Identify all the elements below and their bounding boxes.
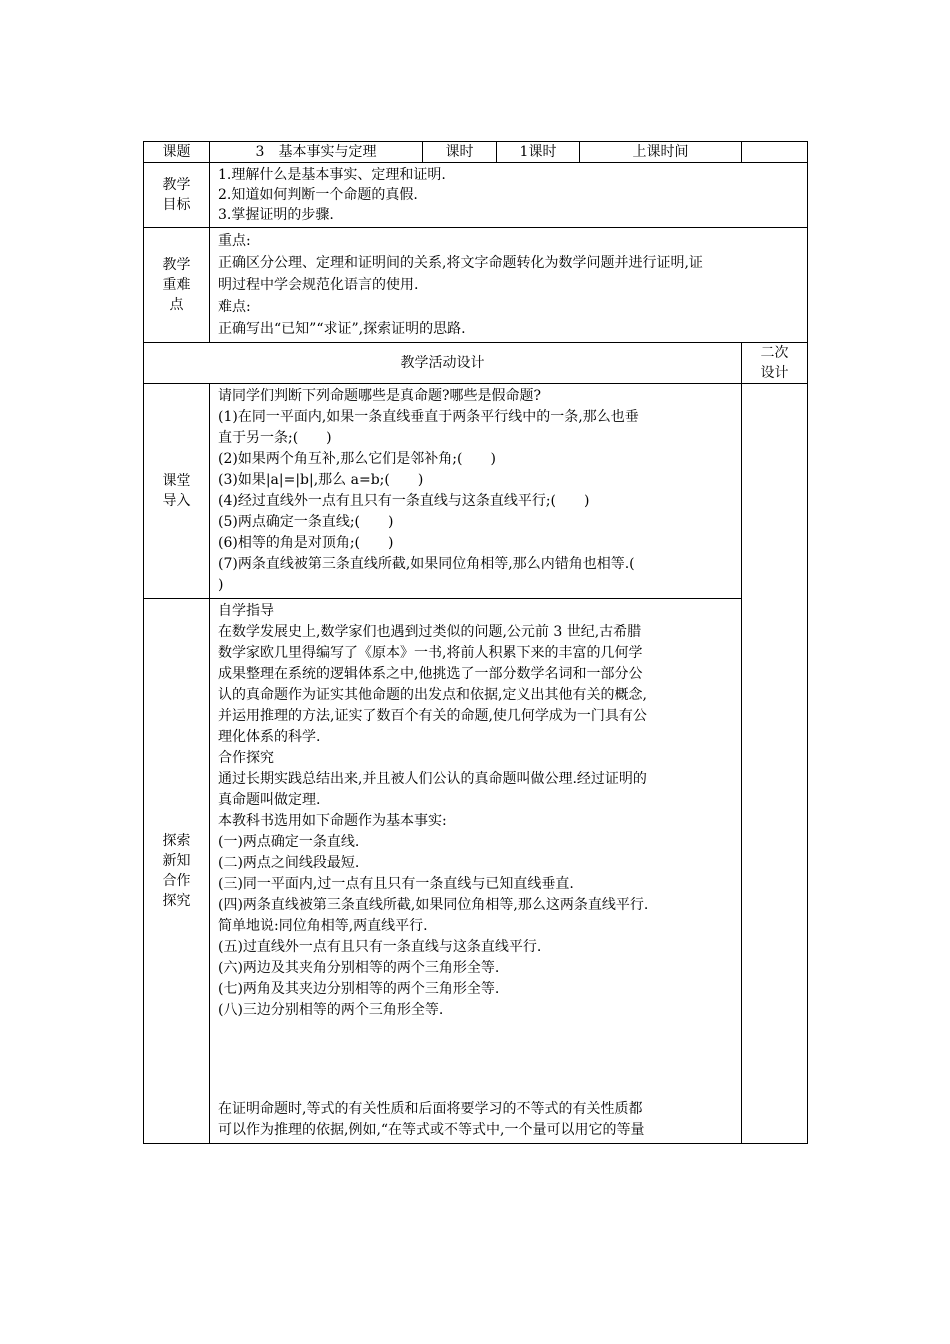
intro-line: 直于另一条;( ) bbox=[218, 430, 332, 446]
explore-line: 成果整理在系统的逻辑体系之中,他挑选了一部分数学名词和一部分公 bbox=[218, 666, 643, 682]
blank-space bbox=[218, 1021, 737, 1099]
explore-line: 在数学发展史上,数学家们也遇到过类似的问题,公元前 3 世纪,古希腊 bbox=[218, 624, 642, 640]
intro-line: (5)两点确定一条直线;( ) bbox=[218, 514, 394, 530]
hours-label: 课时 bbox=[423, 142, 497, 163]
explore-line: 理化体系的科学. bbox=[218, 729, 321, 745]
explore-row bbox=[144, 599, 808, 1144]
intro-line: (4)经过直线外一点有且只有一条直线与这条直线平行;( ) bbox=[218, 493, 590, 509]
key-points-row bbox=[144, 228, 808, 343]
key-point-line: 明过程中学会规范化语言的使用. bbox=[218, 277, 419, 293]
goal-item: 3.掌握证明的步骤. bbox=[218, 207, 334, 223]
key-point-line: 正确区分公理、定理和证明间的关系,将文字命题转化为数学问题并进行证明,证 bbox=[218, 255, 703, 271]
intro-line: (2)如果两个角互补,那么它们是邻补角;( ) bbox=[218, 451, 496, 467]
explore-line: (六)两边及其夹角分别相等的两个三角形全等. bbox=[218, 960, 500, 976]
explore-line: 并运用推理的方法,证实了数百个有关的命题,使几何学成为一门具有公 bbox=[218, 708, 647, 724]
key-point-line: 正确写出“已知”“求证”,探索证明的思路. bbox=[218, 321, 466, 337]
goals-row bbox=[144, 163, 808, 228]
explore-line: (五)过直线外一点有且只有一条直线与这条直线平行. bbox=[218, 939, 542, 955]
explore-line: 合作探究 bbox=[218, 750, 274, 766]
explore-line: (七)两角及其夹边分别相等的两个三角形全等. bbox=[218, 981, 500, 997]
intro-line: (1)在同一平面内,如果一条直线垂直于两条平行线中的一条,那么也垂 bbox=[218, 409, 639, 425]
activity-header-row bbox=[144, 343, 808, 384]
header-row bbox=[144, 142, 808, 163]
hours-value: 1课时 bbox=[497, 142, 580, 163]
explore-line: 简单地说:同位角相等,两直线平行. bbox=[218, 918, 428, 934]
explore-line: 本教科书选用如下命题作为基本事实: bbox=[218, 813, 447, 829]
key-points-label: 教学重难点 bbox=[162, 257, 191, 313]
explore-line: 自学指导 bbox=[218, 603, 274, 619]
explore-line: 数学家欧几里得编写了《原本》一书,将前人积累下来的丰富的几何学 bbox=[218, 645, 643, 661]
intro-line: (3)如果|a|=|b|,那么 a=b;( ) bbox=[218, 472, 424, 488]
explore-line: 通过长期实践总结出来,并且被人们公认的真命题叫做公理.经过证明的 bbox=[218, 771, 647, 787]
second-design-column bbox=[742, 384, 808, 1144]
goal-item: 1.理解什么是基本事实、定理和证明. bbox=[218, 167, 446, 183]
time-label: 上课时间 bbox=[580, 142, 742, 163]
lesson-plan-table bbox=[143, 141, 808, 1144]
time-value bbox=[742, 142, 808, 163]
topic-value: 3 基本事实与定理 bbox=[210, 142, 423, 163]
explore-line: 在证明命题时,等式的有关性质和后面将要学习的不等式的有关性质都 bbox=[218, 1101, 643, 1117]
key-point-line: 难点: bbox=[218, 299, 251, 315]
intro-line: (7)两条直线被第三条直线所截,如果同位角相等,那么内错角也相等.( bbox=[218, 556, 635, 572]
intro-line: ) bbox=[218, 577, 224, 593]
explore-line: 可以作为推理的依据,例如,“在等式或不等式中,一个量可以用它的等量 bbox=[218, 1122, 645, 1138]
explore-label: 探索新知合作探究 bbox=[162, 833, 191, 909]
goals-label: 教学目标 bbox=[162, 177, 191, 213]
topic-label: 课题 bbox=[144, 142, 210, 163]
key-points-content bbox=[210, 228, 808, 343]
intro-line: (6)相等的角是对顶角;( ) bbox=[218, 535, 394, 551]
second-design-label: 二次设计 bbox=[760, 345, 789, 381]
key-point-line: 重点: bbox=[218, 233, 251, 249]
explore-content bbox=[210, 599, 742, 1144]
explore-line: 认的真命题作为证实其他命题的出发点和依据,定义出其他有关的概念, bbox=[218, 687, 647, 703]
explore-line: (八)三边分别相等的两个三角形全等. bbox=[218, 1002, 444, 1018]
explore-line: (四)两条直线被第三条直线所截,如果同位角相等,那么这两条直线平行. bbox=[218, 897, 649, 913]
activity-title: 教学活动设计 bbox=[144, 343, 742, 384]
intro-line: 请同学们判断下列命题哪些是真命题?哪些是假命题? bbox=[218, 388, 542, 404]
intro-row bbox=[144, 384, 808, 599]
goal-item: 2.知道如何判断一个命题的真假. bbox=[218, 187, 418, 203]
explore-line: (三)同一平面内,过一点有且只有一条直线与已知直线垂直. bbox=[218, 876, 574, 892]
explore-line: (一)两点确定一条直线. bbox=[218, 834, 360, 850]
explore-line: 真命题叫做定理. bbox=[218, 792, 321, 808]
explore-line: (二)两点之间线段最短. bbox=[218, 855, 360, 871]
goals-content bbox=[210, 163, 808, 228]
intro-content bbox=[210, 384, 742, 599]
intro-label: 课堂导入 bbox=[162, 473, 191, 509]
